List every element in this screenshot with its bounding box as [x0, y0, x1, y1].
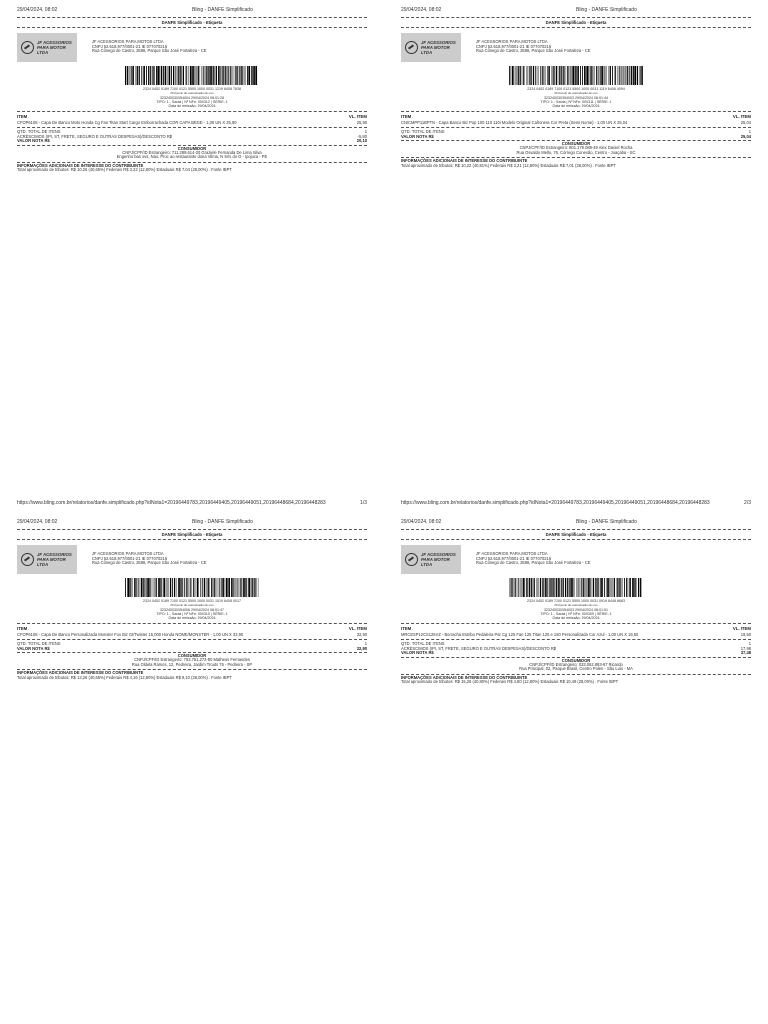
total-items-label: QTD. TOTAL DE ITENS	[401, 641, 445, 646]
document-title: DANFE Simplificado - Etiqueta	[161, 20, 223, 25]
additional-info-heading: INFORMAÇÕES ADICIONAIS DE INTERESSE DO CONTRIBUINTE	[401, 158, 528, 163]
logo-text-line: PARA MOTOR LTDA	[421, 45, 450, 55]
additional-info-block	[401, 676, 751, 685]
issuer-block	[476, 40, 590, 54]
company-logo	[17, 33, 77, 62]
item-description: CFOP6108 - Capa De Banco Personalizada Monster Fox Biz Gt/Twister 15,000 Honda NOME/MONSTER - 1,00 UN X 32,90	[17, 632, 244, 637]
additional-info-block	[17, 671, 367, 680]
item-column-header: ITEM	[17, 626, 28, 631]
issuer-name: JF ACESSORIOS PARA MOTOS LTDA	[476, 39, 548, 44]
window-title: Bling - DANFE Simplificado	[192, 7, 253, 13]
divider	[17, 127, 367, 128]
item-row	[17, 120, 367, 125]
logo-text-line: PARA MOTOR LTDA	[37, 557, 66, 567]
invoice-total-value: 37,48	[740, 650, 751, 655]
divider	[17, 623, 367, 624]
consumer-block	[401, 659, 751, 672]
issue-date: Data de emissão: 29/04/2024	[168, 616, 216, 621]
access-key: 2324 0452 0189 7100 0121 5500 1000 0031 0919 6448 6663	[527, 599, 625, 603]
issuer-name: JF ACESSORIOS PARA MOTOS LTDA	[92, 551, 164, 556]
divider	[401, 623, 751, 624]
invoice-total-label: VALOR NOTA R$	[401, 650, 434, 655]
nfe-type: TIPO: 1 - Saída | Nº NFe: 000310 | SÉRIE: 1	[156, 611, 228, 616]
access-key-barcode	[125, 66, 259, 85]
items-header	[17, 114, 367, 119]
surcharges-label: ACRÉSCIMOS (IPI, ST, FRETE, SEGURO E OUTRAS DESPESAS)/DESCONTO R$	[401, 645, 557, 651]
issuer-address: Rua Cônego de Castro, 3586, Parque São José Fortaleza - CE	[92, 48, 207, 54]
invoice-total-value: 32,90	[356, 645, 367, 651]
total-items-value: 1	[364, 641, 367, 646]
page-number: 2/3	[744, 500, 751, 506]
additional-info-heading: INFORMAÇÕES ADICIONAIS DE INTERESSE DO CONTRIBUINTE	[401, 674, 528, 680]
consumer-block	[17, 147, 367, 160]
divider	[17, 639, 367, 640]
additional-info-block	[401, 159, 751, 168]
item-column-header: ITEM	[401, 626, 412, 631]
invoice-total-label: VALOR NOTA R$	[17, 138, 50, 143]
protocol-number: 323240030354003 29/04/2024 08:01:51	[544, 607, 608, 612]
divider	[17, 27, 367, 28]
total-items-value: 1	[364, 129, 367, 134]
print-date: 29/04/2024, 08:02	[17, 519, 58, 525]
consumer-address: Rua Principal, 02, Parque Brasil, Centro Polen - São Luís - MA	[519, 666, 633, 672]
logo-text-line: PARA MOTOR LTDA	[421, 557, 450, 567]
item-value: 25,04	[740, 120, 751, 125]
surcharges-value: -5,80	[357, 133, 367, 139]
nfe-type: TIPO: 1 - Saída | Nº NFe: 000309 | SÉRIE: 1	[540, 611, 612, 616]
nfe-type: TIPO: 1 - Saída | Nº NFe: 000311 | SÉRIE: 1	[540, 99, 612, 104]
item-value-column-header: VL. ITEM	[732, 626, 751, 631]
consumer-id: CNPJ/CPF/ID Estrangeiro: 711.289.614-20 Graziele Fernanda De Lima Silva	[122, 149, 262, 155]
document-title: DANFE Simplificado - Etiqueta	[545, 532, 607, 537]
page-url[interactable]: https://www.bling.com.br/relatorios/danfe.simplificado.php?idNota1=20196449783,20196449405,20196449051,20196448684,20196448283	[401, 500, 710, 506]
totals-block	[401, 642, 751, 656]
access-key: 2324 0452 0189 7100 0121 5500 1000 0031 1119 6408 4094	[527, 87, 625, 91]
tax-summary: Total aproximado de tributos: R$ 10,22 (40,81%) Federais R$ 3,21 (12,80%) Estaduais R$ 7,01 (28,00%) . Fonte IBPT	[401, 162, 616, 168]
items-header	[17, 626, 367, 631]
company-logo	[17, 545, 77, 574]
total-items-label: QTD. TOTAL DE ITENS	[401, 129, 445, 134]
divider	[401, 127, 751, 128]
item-value-column-header: VL. ITEM	[348, 114, 367, 119]
surcharges-value: 17,98	[740, 645, 751, 651]
consumer-address: Rua Oldela Ramos, 12, Pedreira, Jardim Trouts 76 - Pedreira - SP	[131, 661, 253, 667]
access-key-barcode	[509, 578, 643, 597]
issuer-cnpj: CNPJ 52.618.977/0001-21 IE 077070216	[92, 555, 168, 561]
divider	[17, 539, 367, 540]
consumer-address: Rua Osvaldo Mello, 76, Córrego Conexão, Centro - Joaçaba - SC	[516, 149, 636, 155]
divider	[401, 27, 751, 28]
window-title: Bling - DANFE Simplificado	[576, 7, 637, 13]
print-date: 29/04/2024, 08:02	[401, 519, 442, 525]
items-header	[401, 114, 751, 119]
item-description: CFOP6108 - Capa De Banco Moto Honda Cg Fan Titan Start Cargo Emborrachada COR CAPA BEGE - 1,00 UN X 25,90	[17, 120, 237, 125]
logo-text-line: JF ACESSORIOS	[421, 40, 456, 45]
additional-info-block	[17, 164, 367, 173]
item-column-header: ITEM	[401, 114, 412, 119]
issuer-cnpj: CNPJ 52.618.977/0001-21 IE 077070216	[92, 43, 168, 49]
divider	[401, 529, 751, 530]
access-key-block	[17, 87, 367, 108]
company-logo	[401, 545, 461, 574]
consumer-heading: CONSUMIDOR	[177, 653, 207, 658]
access-key-barcode	[125, 578, 259, 597]
protocol-number: 323240030354003 29/04/2024 08:01:44	[544, 95, 608, 100]
consumer-block	[17, 654, 367, 667]
protocol-label: Protocolo de autorização de uso	[170, 91, 214, 96]
logo-emblem-icon	[21, 41, 34, 54]
tax-summary: Total aproximado de tributos: R$ 15,26 (40,80%) Federais R$ 4,80 (12,80%) Estaduais R$ 10,49 (28,00%) . Fonte IBPT	[401, 679, 619, 685]
issue-date: Data de emissão: 29/04/2024	[168, 104, 216, 109]
access-key: 2324 0452 0189 7100 0121 5500 1000 0031 1019 6408 0017	[143, 599, 241, 603]
danfe-page	[384, 512, 768, 1024]
issuer-name: JF ACESSORIOS PARA MOTOS LTDA	[476, 551, 548, 556]
issuer-address: Rua Cônego de Castro, 3586, Parque São José Fortaleza - CE	[92, 560, 207, 566]
total-items-value: 1	[748, 641, 751, 646]
logo-text-line: JF ACESSORIOS	[37, 552, 72, 557]
access-key-block	[17, 599, 367, 620]
issue-date: Data de emissão: 29/04/2024	[552, 104, 600, 109]
access-key-barcode	[509, 66, 643, 85]
page-url[interactable]: https://www.bling.com.br/relatorios/danfe.simplificado.php?idNota1=20196449783,20196449405,20196449051,20196448684,20196448283	[17, 500, 326, 506]
issuer-address: Rua Cônego de Castro, 3586, Parque São José Fortaleza - CE	[476, 560, 591, 566]
danfe-page	[384, 0, 768, 512]
protocol-number: 323240030354004 29/04/2024 08:01:28	[160, 95, 224, 100]
consumer-heading: CONSUMIDOR	[561, 141, 591, 146]
tax-summary: Total aproximado de tributos: R$ 10,26 (40,65%) Federais R$ 3,22 (12,80%) Estaduais R$ 7,04 (28,00%) . Fonte IBPT	[17, 167, 232, 173]
item-row	[401, 120, 751, 125]
print-date: 29/04/2024, 08:02	[401, 7, 442, 13]
total-items-label: QTD. TOTAL DE ITENS	[17, 641, 61, 646]
protocol-label: Protocolo de autorização de uso	[554, 603, 598, 608]
logo-emblem-icon	[405, 553, 418, 566]
surcharges-label: ACRÉSCIMOS (IPI, ST, FRETE, SEGURO E OUTRAS DESPESAS)/DESCONTO R$	[17, 133, 173, 139]
divider	[17, 111, 367, 112]
item-value-column-header: VL. ITEM	[348, 626, 367, 631]
consumer-heading: CONSUMIDOR	[177, 145, 207, 151]
logo-emblem-icon	[21, 553, 34, 566]
total-items-label: QTD. TOTAL DE ITENS	[17, 129, 61, 134]
window-title: Bling - DANFE Simplificado	[576, 519, 637, 525]
item-row	[401, 632, 751, 637]
additional-info-heading: INFORMAÇÕES ADICIONAIS DE INTERESSE DO CONTRIBUINTE	[17, 162, 144, 168]
divider	[401, 111, 751, 112]
document-title: DANFE Simplificado - Etiqueta	[545, 20, 607, 25]
company-logo	[401, 33, 461, 62]
item-value: 19,50	[740, 632, 751, 637]
issuer-address: Rua Cônego de Castro, 3586, Parque São José Fortaleza - CE	[476, 48, 591, 54]
totals-block	[401, 130, 751, 139]
access-key-block	[401, 599, 751, 620]
divider	[17, 529, 367, 530]
access-key: 2324 0452 0189 7100 0121 5500 1000 0031 1219 6408 7838	[143, 87, 241, 91]
logo-text-line: PARA MOTOR LTDA	[37, 45, 66, 55]
access-key-block	[401, 87, 751, 108]
divider	[401, 639, 751, 640]
consumer-id: CNPJ/CPF/ID Estrangeiro: 753.751.272-80 Matheus Fernandes	[134, 657, 250, 663]
logo-text-line: JF ACESSORIOS	[37, 40, 72, 45]
consumer-block	[401, 142, 751, 155]
invoice-total-label: VALOR NOTA R$	[17, 645, 50, 651]
protocol-label: Protocolo de autorização de uso	[170, 603, 214, 608]
totals-block	[17, 642, 367, 651]
item-column-header: ITEM	[17, 114, 28, 119]
issuer-block	[92, 40, 206, 54]
divider	[401, 17, 751, 18]
issue-date: Data de emissão: 29/04/2024	[552, 616, 600, 621]
issuer-block	[476, 552, 590, 566]
print-date: 29/04/2024, 08:02	[17, 7, 58, 13]
danfe-page	[0, 512, 384, 1024]
invoice-total-value: 20,10	[356, 138, 367, 143]
additional-info-heading: INFORMAÇÕES ADICIONAIS DE INTERESSE DO CONTRIBUINTE	[17, 670, 144, 675]
issuer-cnpj: CNPJ 52.618.977/0001-21 IE 077070216	[476, 43, 552, 49]
issuer-name: JF ACESSORIOS PARA MOTOS LTDA	[92, 39, 164, 44]
total-items-value: 1	[748, 129, 751, 134]
logo-emblem-icon	[405, 41, 418, 54]
danfe-page	[0, 0, 384, 512]
item-value-column-header: VL. ITEM	[732, 114, 751, 119]
nfe-type: TIPO: 1 - Saída | Nº NFe: 000312 | SÉRIE: 1	[156, 99, 228, 104]
item-value: 32,90	[356, 632, 367, 637]
item-row	[17, 632, 367, 637]
document-title: DANFE Simplificado - Etiqueta	[161, 532, 223, 537]
invoice-total-label: VALOR NOTA R$	[401, 133, 434, 139]
item-description: MRCESP12CS125VZ - Borracha Estribo Pedaleira Par Cg 125 Fan 125 Titan 125 e 150 Personalizada Cor Azul - 1,00 UN X 19,50	[401, 632, 639, 637]
consumer-id: CNPJ/CPF/ID Estrangeiro: 801.179.088-49 Alex Daniel Rocha	[519, 145, 633, 151]
protocol-number: 323240030354006 29/04/2024 08:01:47	[160, 607, 224, 612]
consumer-heading: CONSUMIDOR	[561, 657, 591, 663]
consumer-id: CNPJ/CPF/ID Estrangeiro: 033.062.893-67 Ricardo	[529, 661, 623, 667]
items-header	[401, 626, 751, 631]
page-number: 1/3	[360, 500, 367, 506]
issuer-block	[92, 552, 206, 566]
issuer-cnpj: CNPJ 52.618.977/0001-21 IE 077070216	[476, 555, 552, 561]
item-description: CNICMPP11BPTN - Capa Banco Biz Pop 100 110 110i Modelo Original Cañonera Cor Preta (Semi Nome) - 1,00 UN X 25,04	[401, 120, 628, 125]
invoice-total-value: 25,04	[740, 133, 751, 139]
logo-text-line: JF ACESSORIOS	[421, 552, 456, 557]
consumer-address: Engenho bas ovs, Nao, Proc ao restaurante dona Vilma, N Sris do O - Ipojuca - PE	[116, 154, 268, 160]
item-value: 25,90	[356, 120, 367, 125]
divider	[401, 539, 751, 540]
divider	[17, 17, 367, 18]
totals-block	[17, 130, 367, 144]
window-title: Bling - DANFE Simplificado	[192, 519, 253, 525]
tax-summary: Total aproximado de tributos: R$ 13,26 (40,65%) Federais R$ 4,16 (12,80%) Estaduais R$ 9,10 (28,00%) . Fonte IBPT	[17, 674, 232, 680]
protocol-label: Protocolo de autorização de uso	[554, 91, 598, 96]
